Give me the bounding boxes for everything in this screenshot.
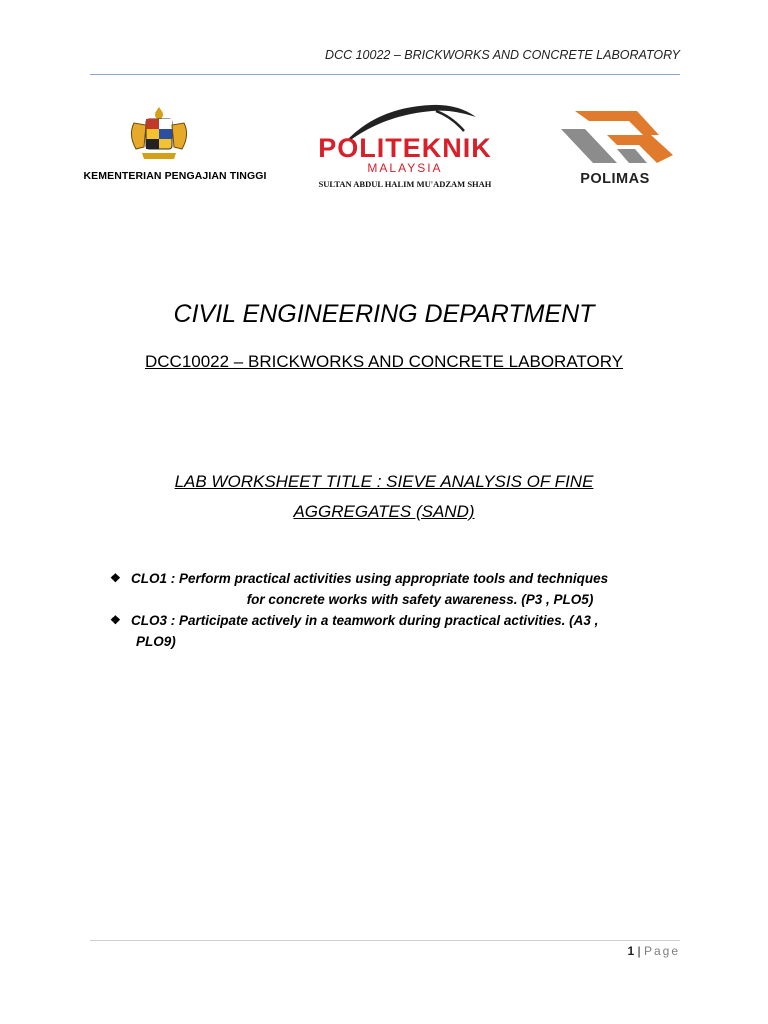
worksheet-title [130, 467, 638, 527]
worksheet-title-line1: LAB WORKSHEET TITLE : SIEVE ANALYSIS OF FINE [174, 472, 594, 491]
running-header: DCC 10022 – BRICKWORKS AND CONCRETE LABORATORY [325, 48, 680, 62]
politeknik-logo [300, 95, 510, 195]
logo-row [0, 95, 768, 205]
ministry-logo [60, 95, 290, 195]
clo-text-line2: PLO9) [136, 634, 176, 649]
footer-divider [90, 940, 680, 941]
clo-list [110, 568, 690, 652]
page-label: Page [643, 944, 680, 958]
department-title: CIVIL ENGINEERING DEPARTMENT [173, 300, 595, 328]
clo-text-line1: CLO1 : Perform practical activities using appropriate tools and techniques [131, 571, 609, 586]
politeknik-subtitle: SULTAN ABDUL HALIM MU'ADZAM SHAH [318, 179, 492, 189]
polimas-wordmark: POLIMAS [580, 171, 650, 187]
list-item [110, 568, 690, 610]
diamond-bullet-icon: ❖ [110, 571, 121, 585]
coat-of-arms-icon [124, 103, 194, 165]
header-divider [90, 74, 680, 75]
ministry-name: KEMENTERIAN PENGAJIAN TINGGI [83, 170, 267, 182]
diamond-bullet-icon: ❖ [110, 613, 121, 627]
page-number-separator: | [637, 944, 641, 958]
list-item [110, 610, 690, 652]
worksheet-title-line2: AGGREGATES (SAND) [293, 502, 475, 521]
politeknik-wordmark: POLITEKNIK [318, 133, 492, 163]
clo-text-line2: for concrete works with safety awareness. (P3 , PLO5) [246, 592, 594, 607]
polimas-mark-icon [555, 105, 680, 170]
page-number-value: 1 [627, 944, 635, 958]
course-title: DCC10022 – BRICKWORKS AND CONCRETE LABORATORY [144, 352, 624, 371]
clo-text-line1: CLO3 : Participate actively in a teamwork during practical activities. (A3 , [131, 613, 599, 628]
page-number [590, 944, 680, 958]
polimas-logo [540, 95, 690, 195]
politeknik-country: MALAYSIA [367, 161, 443, 175]
